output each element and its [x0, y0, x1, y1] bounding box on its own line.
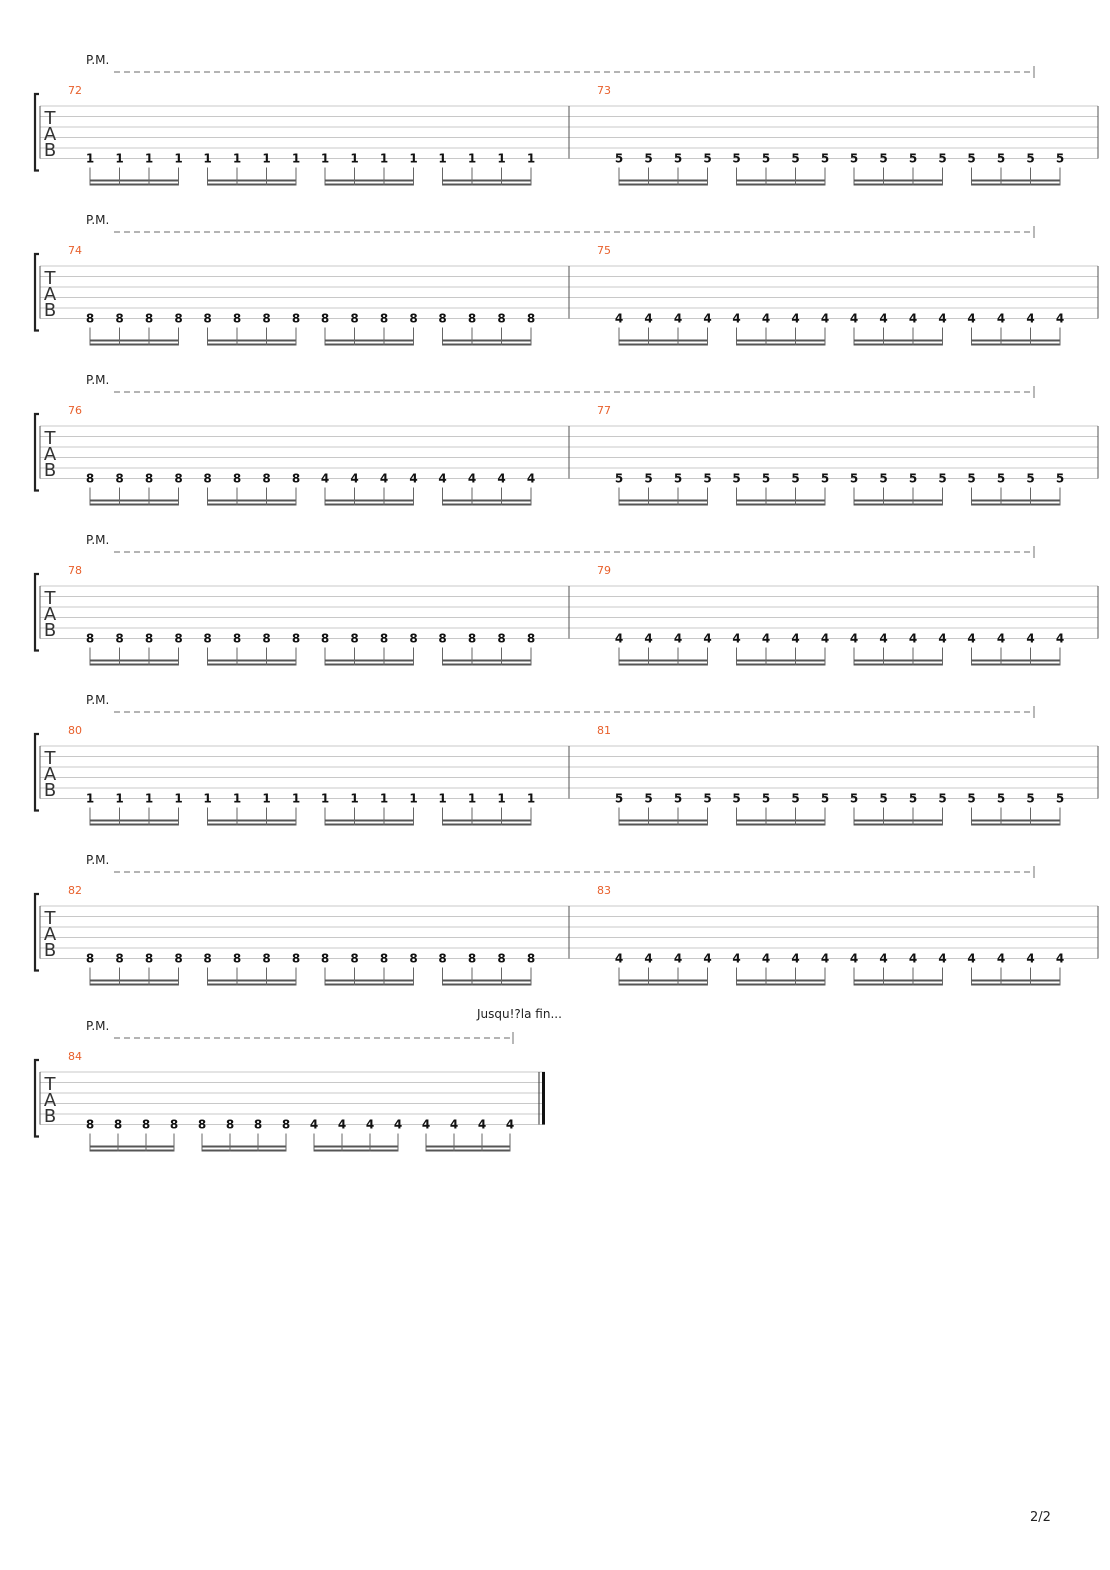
tab-clef-letter: B	[43, 140, 57, 161]
tab-clef-letter: T	[44, 748, 56, 769]
fret-number: 5	[849, 151, 859, 166]
fret-number: 8	[262, 951, 271, 966]
fret-number: 8	[174, 311, 183, 326]
fret-number: 4	[497, 471, 506, 486]
page-number: 2/2	[1030, 1510, 1051, 1525]
fret-number: 5	[703, 791, 712, 806]
fret-number: 1	[497, 791, 506, 806]
fret-number: 4	[409, 471, 418, 486]
fret-number: 4	[761, 631, 771, 646]
fret-number: 5	[879, 791, 888, 806]
tab-clef-letter: B	[43, 460, 57, 481]
fret-number: 8	[497, 311, 506, 326]
fret-number: 8	[85, 951, 95, 966]
fret-number: 5	[879, 471, 888, 486]
fret-number: 4	[967, 631, 976, 646]
fret-number: 4	[967, 311, 976, 326]
palm-mute-label: P.M.	[86, 533, 110, 547]
fret-number: 1	[409, 151, 418, 166]
fret-number: 8	[144, 471, 154, 486]
fret-number: 4	[938, 951, 947, 966]
fret-number: 8	[85, 311, 95, 326]
fret-number: 8	[262, 311, 271, 326]
fret-number: 4	[820, 311, 830, 326]
fret-number: 4	[732, 311, 741, 326]
fret-number: 4	[644, 631, 653, 646]
fret-number: 5	[908, 151, 918, 166]
fret-number: 4	[505, 1117, 515, 1132]
fret-number: 4	[393, 1117, 403, 1132]
fret-number: 8	[144, 311, 154, 326]
fret-number: 1	[350, 151, 359, 166]
staff-system	[35, 373, 1098, 506]
tab-clef-letter: B	[43, 940, 57, 961]
fret-number: 4	[908, 951, 918, 966]
fret-number: 8	[203, 951, 212, 966]
fret-number: 4	[320, 471, 330, 486]
fret-number: 8	[438, 951, 447, 966]
measure-number: 80	[68, 724, 82, 737]
staff-bracket	[35, 94, 39, 171]
fret-number: 8	[203, 471, 212, 486]
fret-number: 8	[497, 631, 506, 646]
fret-number: 4	[820, 951, 830, 966]
palm-mute-label: P.M.	[86, 853, 110, 867]
fret-number: 4	[791, 951, 800, 966]
direction-text: Jusqu!?la fin...	[477, 1007, 562, 1021]
fret-number: 4	[791, 311, 800, 326]
tab-clef-letter: T	[44, 588, 56, 609]
fret-number: 5	[614, 151, 624, 166]
fret-number: 8	[225, 1117, 235, 1132]
fret-number: 8	[262, 471, 271, 486]
fret-number: 8	[115, 471, 124, 486]
measure-number: 83	[597, 884, 611, 897]
fret-number: 4	[673, 951, 683, 966]
fret-number: 4	[614, 311, 624, 326]
fret-number: 1	[320, 151, 330, 166]
staff-bracket	[35, 254, 39, 331]
palm-mute-label: P.M.	[86, 373, 110, 387]
fret-number: 5	[644, 791, 653, 806]
measure-number: 81	[597, 724, 611, 737]
tab-clef-letter: A	[43, 604, 57, 625]
fret-number: 5	[820, 791, 830, 806]
fret-number: 5	[938, 471, 947, 486]
fret-number: 5	[644, 151, 653, 166]
fret-number: 4	[673, 631, 683, 646]
fret-number: 1	[203, 791, 212, 806]
fret-number: 4	[673, 311, 683, 326]
staff-system	[35, 1007, 562, 1152]
fret-number: 4	[703, 631, 712, 646]
fret-number: 4	[908, 311, 918, 326]
tab-clef-letter: T	[44, 108, 56, 129]
fret-number: 4	[761, 311, 771, 326]
fret-number: 4	[421, 1117, 431, 1132]
fret-number: 8	[320, 311, 330, 326]
fret-number: 5	[791, 791, 800, 806]
fret-number: 5	[732, 471, 741, 486]
fret-number: 8	[409, 951, 418, 966]
fret-number: 5	[761, 791, 771, 806]
fret-number: 5	[967, 471, 976, 486]
tab-clef-letter: T	[44, 1074, 56, 1095]
fret-number: 8	[141, 1117, 151, 1132]
fret-number: 4	[732, 951, 741, 966]
fret-number: 5	[614, 791, 624, 806]
fret-number: 4	[849, 311, 859, 326]
fret-number: 1	[291, 151, 301, 166]
fret-number: 5	[996, 791, 1006, 806]
fret-number: 5	[1055, 151, 1065, 166]
fret-number: 8	[85, 631, 95, 646]
fret-number: 1	[438, 151, 447, 166]
staff-system	[35, 853, 1098, 986]
fret-number: 8	[291, 311, 301, 326]
fret-number: 5	[673, 471, 683, 486]
fret-number: 5	[1026, 471, 1035, 486]
palm-mute-label: P.M.	[86, 1019, 110, 1033]
fret-number: 8	[174, 471, 183, 486]
fret-number: 1	[320, 791, 330, 806]
fret-number: 4	[908, 631, 918, 646]
fret-number: 1	[203, 151, 212, 166]
fret-number: 5	[1026, 791, 1035, 806]
fret-number: 4	[1055, 311, 1065, 326]
fret-number: 4	[1026, 631, 1035, 646]
tab-clef-letter: T	[44, 428, 56, 449]
fret-number: 1	[144, 151, 154, 166]
fret-number: 5	[614, 471, 624, 486]
fret-number: 8	[526, 631, 536, 646]
staff-bracket	[35, 414, 39, 491]
fret-number: 4	[614, 631, 624, 646]
fret-number: 1	[85, 151, 95, 166]
measure-number: 76	[68, 404, 82, 417]
fret-number: 4	[477, 1117, 487, 1132]
fret-number: 8	[169, 1117, 179, 1132]
tab-clef-letter: A	[43, 124, 57, 145]
tab-clef-letter: A	[43, 1090, 57, 1111]
fret-number: 5	[673, 791, 683, 806]
fret-number: 8	[438, 311, 447, 326]
fret-number: 5	[732, 151, 741, 166]
fret-number: 1	[291, 791, 301, 806]
fret-number: 8	[467, 311, 477, 326]
fret-number: 5	[761, 471, 771, 486]
measure-number: 82	[68, 884, 82, 897]
fret-number: 4	[438, 471, 447, 486]
fret-number: 8	[144, 631, 154, 646]
fret-number: 8	[497, 951, 506, 966]
fret-number: 8	[174, 951, 183, 966]
fret-number: 8	[174, 631, 183, 646]
fret-number: 5	[761, 151, 771, 166]
fret-number: 5	[908, 471, 918, 486]
fret-number: 5	[967, 151, 976, 166]
fret-number: 4	[526, 471, 536, 486]
fret-number: 8	[438, 631, 447, 646]
fret-number: 1	[144, 791, 154, 806]
fret-number: 1	[379, 151, 389, 166]
fret-number: 4	[703, 951, 712, 966]
fret-number: 5	[849, 791, 859, 806]
fret-number: 1	[409, 791, 418, 806]
fret-number: 4	[996, 631, 1006, 646]
fret-number: 8	[350, 631, 359, 646]
fret-number: 1	[85, 791, 95, 806]
staff-bracket	[35, 734, 39, 811]
fret-number: 8	[203, 311, 212, 326]
tab-clef-letter: T	[44, 908, 56, 929]
fret-number: 4	[879, 311, 888, 326]
measure-number: 72	[68, 84, 82, 97]
fret-number: 4	[761, 951, 771, 966]
fret-number: 5	[1055, 471, 1065, 486]
measure-number: 75	[597, 244, 611, 257]
fret-number: 4	[820, 631, 830, 646]
staff-bracket	[35, 894, 39, 971]
tab-clef-letter: A	[43, 444, 57, 465]
staff-system	[35, 213, 1098, 346]
fret-number: 8	[281, 1117, 291, 1132]
fret-number: 4	[791, 631, 800, 646]
fret-number: 8	[320, 951, 330, 966]
fret-number: 5	[1026, 151, 1035, 166]
staff-system	[35, 533, 1098, 666]
staff-bracket	[35, 574, 39, 651]
fret-number: 8	[115, 951, 124, 966]
fret-number: 8	[144, 951, 154, 966]
fret-number: 5	[967, 791, 976, 806]
fret-number: 5	[791, 471, 800, 486]
fret-number: 4	[967, 951, 976, 966]
palm-mute-label: P.M.	[86, 693, 110, 707]
fret-number: 4	[467, 471, 477, 486]
fret-number: 1	[467, 151, 477, 166]
fret-number: 1	[497, 151, 506, 166]
fret-number: 8	[291, 471, 301, 486]
fret-number: 4	[996, 951, 1006, 966]
fret-number: 5	[820, 151, 830, 166]
fret-number: 8	[85, 1117, 95, 1132]
fret-number: 4	[614, 951, 624, 966]
fret-number: 4	[644, 951, 653, 966]
fret-number: 1	[526, 151, 536, 166]
fret-number: 5	[996, 151, 1006, 166]
fret-number: 8	[409, 311, 418, 326]
measure-number: 74	[68, 244, 82, 257]
fret-number: 4	[644, 311, 653, 326]
fret-number: 8	[379, 951, 389, 966]
fret-number: 8	[291, 951, 301, 966]
tab-clef-letter: B	[43, 780, 57, 801]
tab-clef-letter: B	[43, 620, 57, 641]
fret-number: 8	[350, 311, 359, 326]
fret-number: 4	[379, 471, 389, 486]
fret-number: 4	[1026, 311, 1035, 326]
fret-number: 1	[115, 151, 124, 166]
fret-number: 5	[996, 471, 1006, 486]
fret-number: 4	[996, 311, 1006, 326]
fret-number: 1	[262, 151, 271, 166]
fret-number: 1	[232, 791, 242, 806]
fret-number: 4	[350, 471, 359, 486]
fret-number: 8	[409, 631, 418, 646]
measure-number: 77	[597, 404, 611, 417]
fret-number: 5	[938, 151, 947, 166]
tab-clef-letter: B	[43, 1106, 57, 1127]
fret-number: 1	[467, 791, 477, 806]
staff-system	[35, 693, 1098, 826]
fret-number: 1	[526, 791, 536, 806]
fret-number: 4	[309, 1117, 319, 1132]
fret-number: 4	[1055, 631, 1065, 646]
fret-number: 5	[673, 151, 683, 166]
fret-number: 5	[703, 151, 712, 166]
fret-number: 8	[350, 951, 359, 966]
fret-number: 4	[849, 951, 859, 966]
fret-number: 5	[1055, 791, 1065, 806]
fret-number: 1	[174, 151, 183, 166]
fret-number: 5	[732, 791, 741, 806]
fret-number: 4	[365, 1117, 375, 1132]
measure-number: 84	[68, 1050, 82, 1063]
fret-number: 5	[703, 471, 712, 486]
fret-number: 1	[174, 791, 183, 806]
fret-number: 8	[253, 1117, 263, 1132]
fret-number: 5	[908, 791, 918, 806]
palm-mute-label: P.M.	[86, 53, 110, 67]
fret-number: 4	[703, 311, 712, 326]
tab-clef-letter: A	[43, 284, 57, 305]
fret-number: 8	[232, 951, 242, 966]
measure-number: 73	[597, 84, 611, 97]
fret-number: 4	[879, 631, 888, 646]
fret-number: 8	[526, 951, 536, 966]
fret-number: 1	[232, 151, 242, 166]
fret-number: 4	[879, 951, 888, 966]
fret-number: 4	[449, 1117, 459, 1132]
fret-number: 8	[115, 631, 124, 646]
fret-number: 8	[203, 631, 212, 646]
fret-number: 8	[232, 631, 242, 646]
fret-number: 8	[113, 1117, 123, 1132]
fret-number: 8	[115, 311, 124, 326]
fret-number: 4	[938, 631, 947, 646]
fret-number: 8	[262, 631, 271, 646]
tab-clef-letter: A	[43, 764, 57, 785]
fret-number: 4	[938, 311, 947, 326]
fret-number: 4	[732, 631, 741, 646]
fret-number: 4	[337, 1117, 347, 1132]
fret-number: 8	[467, 951, 477, 966]
fret-number: 5	[820, 471, 830, 486]
fret-number: 5	[849, 471, 859, 486]
fret-number: 8	[320, 631, 330, 646]
fret-number: 8	[379, 631, 389, 646]
fret-number: 4	[1055, 951, 1065, 966]
fret-number: 8	[526, 311, 536, 326]
staff-bracket	[35, 1060, 39, 1137]
fret-number: 8	[291, 631, 301, 646]
fret-number: 4	[849, 631, 859, 646]
fret-number: 1	[438, 791, 447, 806]
fret-number: 8	[379, 311, 389, 326]
fret-number: 5	[938, 791, 947, 806]
fret-number: 1	[350, 791, 359, 806]
tab-clef-letter: T	[44, 268, 56, 289]
fret-number: 8	[467, 631, 477, 646]
fret-number: 1	[262, 791, 271, 806]
fret-number: 1	[379, 791, 389, 806]
fret-number: 5	[644, 471, 653, 486]
fret-number: 8	[85, 471, 95, 486]
staff-system	[35, 53, 1098, 186]
fret-number: 8	[232, 311, 242, 326]
fret-number: 8	[232, 471, 242, 486]
fret-number: 8	[197, 1117, 207, 1132]
fret-number: 5	[879, 151, 888, 166]
palm-mute-label: P.M.	[86, 213, 110, 227]
measure-number: 78	[68, 564, 82, 577]
tab-clef-letter: B	[43, 300, 57, 321]
fret-number: 4	[1026, 951, 1035, 966]
fret-number: 1	[115, 791, 124, 806]
fret-number: 5	[791, 151, 800, 166]
tab-clef-letter: A	[43, 924, 57, 945]
measure-number: 79	[597, 564, 611, 577]
